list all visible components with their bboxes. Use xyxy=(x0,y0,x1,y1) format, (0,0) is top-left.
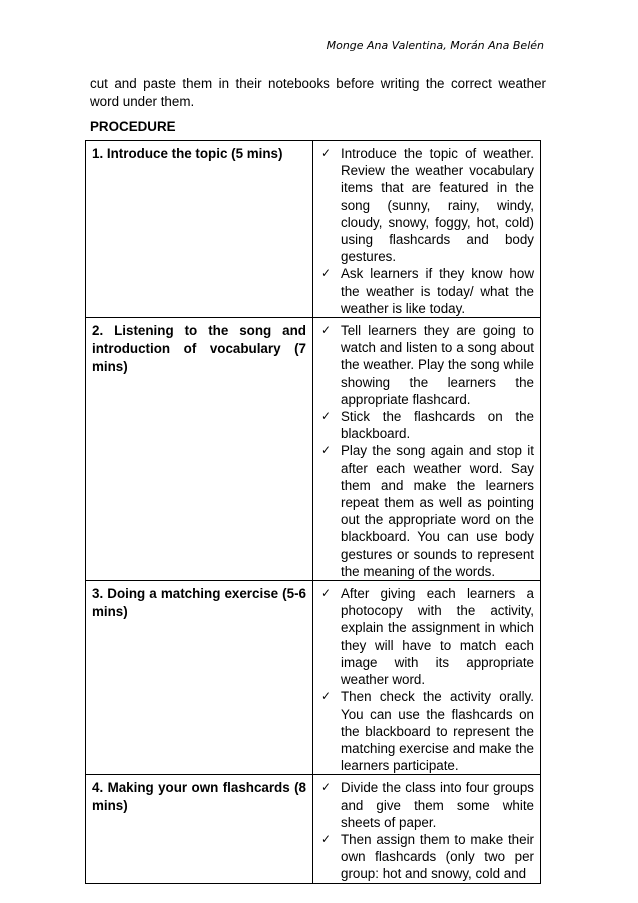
intro-paragraph: cut and paste them in their notebooks before writing the correct weather word under them. xyxy=(90,76,546,109)
check-icon: ✓ xyxy=(321,780,332,795)
list-item xyxy=(319,322,534,408)
activity-list xyxy=(319,585,534,774)
step-title: 2. Listening to the song and introduction of vocabulary (7 mins) xyxy=(86,318,313,581)
check-icon: ✓ xyxy=(321,323,332,338)
table-row xyxy=(86,775,541,883)
list-item xyxy=(319,145,534,265)
check-icon: ✓ xyxy=(321,586,332,601)
list-item xyxy=(319,408,534,442)
section-title: PROCEDURE xyxy=(90,119,176,134)
activity-text: Then check the activity orally. You can use the flashcards on the blackboard to represent the matching exercise and make the learners participate. xyxy=(341,689,534,774)
step-title: 4. Making your own flashcards (8 mins) xyxy=(86,775,313,883)
step-activities xyxy=(313,775,541,883)
check-icon: ✓ xyxy=(321,266,332,281)
table-row xyxy=(86,141,541,318)
activity-text: Then assign them to make their own flashcards (only two per group: hot and snowy, cold and xyxy=(341,831,534,882)
step-activities xyxy=(313,581,541,775)
activity-text: Divide the class into four groups and give them some white sheets of paper. xyxy=(341,780,534,830)
list-item xyxy=(319,442,534,580)
activity-text: Play the song again and stop it after each weather word. Say them and make the learners repeat them as well as pointing out the appropriate word on the blackboard. You can use body gestures or sounds to represent the meaning of the words. xyxy=(341,443,534,579)
table-row xyxy=(86,581,541,775)
check-icon: ✓ xyxy=(321,831,332,846)
list-item xyxy=(319,585,534,688)
activity-text: Stick the flashcards on the blackboard. xyxy=(341,409,534,442)
check-icon: ✓ xyxy=(321,443,332,458)
procedure-table xyxy=(85,140,541,884)
activity-list xyxy=(319,779,534,882)
check-icon: ✓ xyxy=(321,409,332,424)
table-row xyxy=(86,318,541,581)
activity-text: After giving each learners a photocopy with the activity, explain the assignment in which they will have to match each image with its appropriate weather word. xyxy=(341,586,534,688)
list-item xyxy=(319,779,534,831)
step-activities xyxy=(313,141,541,318)
step-title: 3. Doing a matching exercise (5-6 mins) xyxy=(86,581,313,775)
step-title: 1. Introduce the topic (5 mins) xyxy=(86,141,313,318)
step-activities xyxy=(313,318,541,581)
activity-list xyxy=(319,322,534,580)
activity-list xyxy=(319,145,534,317)
list-item xyxy=(319,688,534,774)
check-icon: ✓ xyxy=(321,689,332,704)
list-item xyxy=(319,831,534,883)
list-item xyxy=(319,265,534,317)
activity-text: Ask learners if they know how the weather is today/ what the weather is like today. xyxy=(341,266,534,316)
activity-text: Introduce the topic of weather. Review the weather vocabulary items that are featured in the song (sunny, rainy, windy, cloudy, snowy, foggy, hot, cold) using flashcards and body gestures. xyxy=(341,146,534,265)
header-authors: Monge Ana Valentina, Morán Ana Belén xyxy=(326,39,544,52)
activity-text: Tell learners they are going to watch and listen to a song about the weather. Play the song while showing the learners the appropriate flashcard. xyxy=(341,323,534,407)
check-icon: ✓ xyxy=(321,146,332,160)
